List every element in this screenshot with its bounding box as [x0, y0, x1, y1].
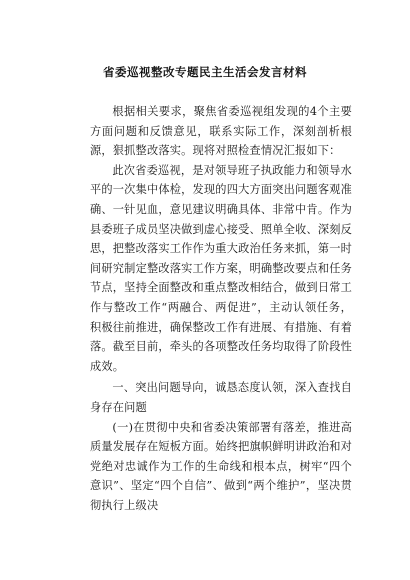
document-body — [90, 102, 352, 515]
paragraph-overview: 此次省委巡视，是对领导班子执政能力和领导水平的一次集中体检，发现的四大方面突出问题客观准确、一针见血，意见建议明确具体、非常中肯。作为县委班子成员坚决做到虚心接受、照单全收、深刻反思，把整改落实工作作为重大政治任务来抓，第一时间研究制定整改落实工作方案，明确整改要点和任务节点，坚持全面整改和重点整改相结合，做到日常工作与整改工作“两融合、两促进”，主动认领任务，积极往前推进，确保整改工作有进展、有措施、有着落。截至目前，牵头的各项整改任务均取得了阶段性成效。 — [90, 163, 352, 373]
paragraph-subsection-1: (一)在贯彻中央和省委决策部署有落差，推进高质量发展存在短板方面。始终把旗帜鲜明讲政治和对党绝对忠诚作为工作的生命线和根本点，树牢“四个意识”、坚定“四个自信”、做到“两个维护”，坚决贯彻执行上级决 — [90, 420, 352, 512]
paragraph-intro: 根据相关要求，聚焦省委巡视组发现的4个主要方面问题和反馈意见，联系实际工作，深刻剖析根源，狠抓整改落实。现将对照检查情况汇报如下： — [90, 105, 352, 158]
document-title: 省委巡视整改专题民主生活会发言材料 — [103, 65, 307, 79]
section-heading-1: 一、突出问题导向，诚恳态度认领，深入查找自身存在问题 — [90, 381, 352, 414]
